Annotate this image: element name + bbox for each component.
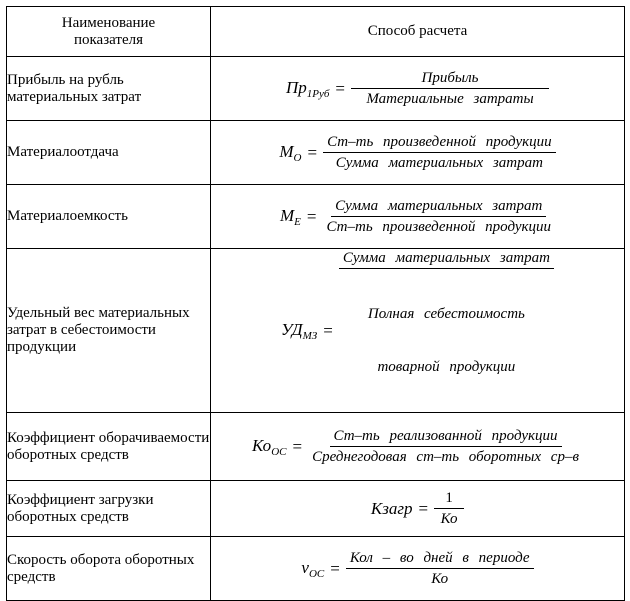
equals-sign: =: [330, 558, 340, 578]
lhs-subscript: МЗ: [302, 329, 318, 342]
denominator: Сумма материальных затрат: [335, 155, 543, 171]
formula-lhs: [252, 436, 286, 458]
table-row: [7, 537, 625, 601]
table-row: [7, 57, 625, 121]
denominator: Ст–ть произведенной продукции: [326, 219, 552, 235]
numerator: Прибыль: [351, 69, 549, 89]
equals-sign: =: [292, 436, 303, 456]
formula: [301, 549, 533, 588]
denominator-line-1: Полная себестоимость: [367, 306, 525, 322]
header-method: Способ расчета: [211, 7, 625, 57]
row-formula: [211, 413, 625, 481]
table-row: [7, 185, 625, 249]
row-formula: [211, 481, 625, 537]
lhs-symbol: Пр: [285, 77, 307, 97]
table-row: [7, 249, 625, 413]
numerator: 1: [434, 489, 464, 509]
denominator-line-2: товарной продукции: [377, 359, 516, 375]
lhs-symbol: УД: [281, 319, 303, 339]
row-name: Коэффициент оборачиваемости оборотных средств: [7, 413, 211, 481]
header-name-text: Наименование показателя: [61, 14, 156, 48]
lhs-symbol: v: [301, 557, 309, 577]
formula-lhs: [371, 499, 413, 519]
lhs-symbol: M: [279, 141, 294, 161]
row-name: Материалоотдача: [7, 121, 211, 185]
lhs-subscript: O: [293, 151, 302, 164]
table-row: [7, 413, 625, 481]
table-row: [7, 481, 625, 537]
fraction: [346, 549, 534, 588]
fraction: [322, 197, 555, 236]
row-name: Коэффициент загрузки оборотных средств: [7, 481, 211, 537]
formula: [280, 197, 555, 236]
formula-lhs: [286, 78, 329, 100]
lhs-subscript: E: [294, 215, 301, 228]
row-formula: [211, 57, 625, 121]
lhs-subscript: ОС: [271, 445, 287, 458]
row-name: Материалоемкость: [7, 185, 211, 249]
lhs-symbol: Кзагр: [370, 498, 413, 518]
table-container: [6, 6, 625, 601]
header-name: [7, 7, 211, 57]
formula-lhs: [281, 320, 317, 342]
equals-sign: =: [307, 142, 318, 162]
equals-sign: =: [418, 498, 429, 518]
formula: [281, 249, 554, 412]
lhs-symbol: M: [279, 205, 295, 225]
row-name: Прибыль на рубль материальных затрат: [7, 57, 211, 121]
fraction: [339, 249, 554, 412]
table-header-row: [7, 7, 625, 57]
denominator: Материальные затраты: [366, 91, 534, 107]
row-formula: [211, 537, 625, 601]
numerator: Кол – во дней в периоде: [346, 549, 534, 569]
fraction: [308, 427, 583, 466]
row-formula: [211, 121, 625, 185]
formula: [286, 69, 549, 108]
numerator: Сумма материальных затрат: [339, 249, 554, 269]
numerator: Ст–ть произведенной продукции: [323, 133, 556, 153]
fraction: [434, 489, 464, 528]
lhs-symbol: Ко: [252, 435, 272, 455]
formula: [279, 133, 555, 172]
lhs-subscript: ОС: [308, 567, 325, 580]
row-name: Скорость оборота оборотных средств: [7, 537, 211, 601]
row-name: Удельный вес материальных затрат в себестоимости продукции: [7, 249, 211, 413]
fraction: [323, 133, 556, 172]
numerator: Сумма материальных затрат: [331, 197, 546, 217]
table-row: [7, 121, 625, 185]
lhs-subscript: 1Руб: [306, 87, 330, 100]
fraction: [351, 69, 549, 108]
row-formula: [211, 185, 625, 249]
equals-sign: =: [335, 78, 345, 98]
equals-sign: =: [306, 206, 317, 226]
denominator: Среднегодовая ст–ть оборотных ср–в: [312, 449, 579, 465]
equals-sign: =: [323, 320, 333, 340]
formula-lhs: [301, 558, 324, 580]
formula: [371, 489, 464, 528]
row-formula: [211, 249, 625, 413]
denominator: [364, 269, 529, 412]
formula-lhs: [279, 142, 301, 164]
formula: [252, 427, 583, 466]
indicators-table: [6, 6, 625, 601]
numerator: Ст–ть реализованной продукции: [330, 427, 562, 447]
denominator: Ко: [440, 511, 458, 527]
denominator: Ко: [431, 571, 449, 587]
formula-lhs: [280, 206, 301, 228]
